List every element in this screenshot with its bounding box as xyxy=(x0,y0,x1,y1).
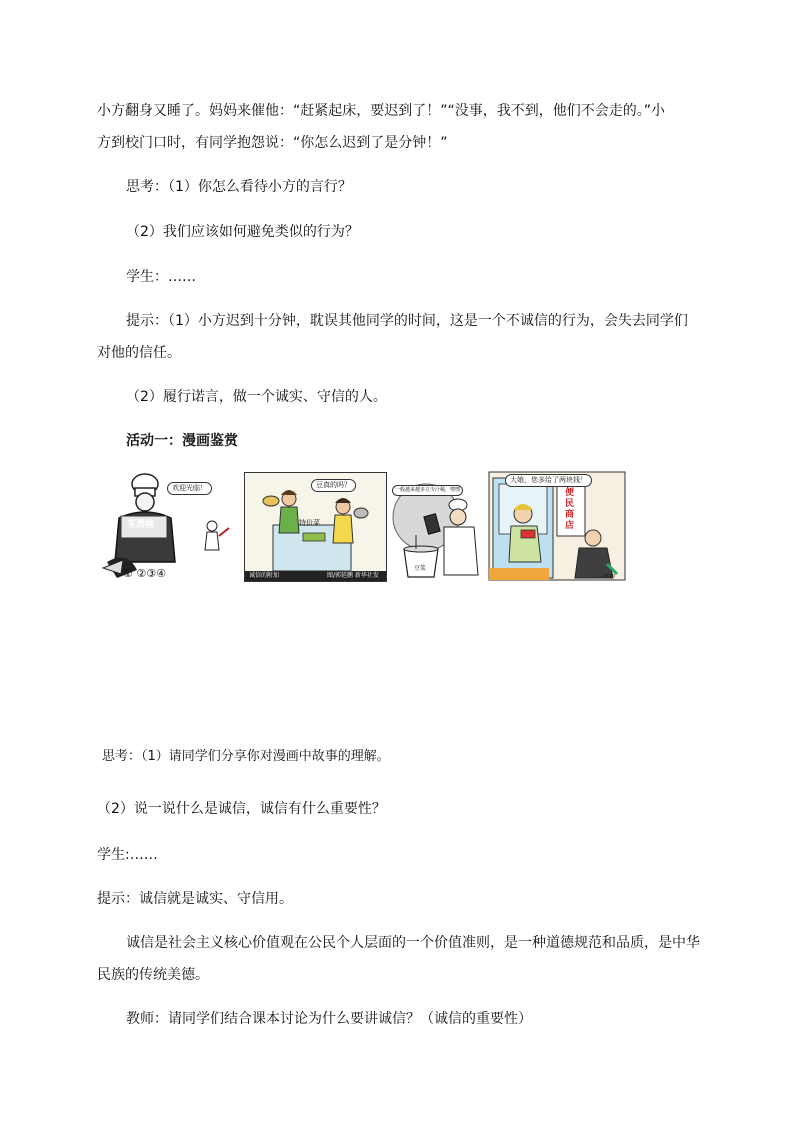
restaurant-sign: 某酒楼 xyxy=(127,520,155,530)
speech-bubble: 豆真的吗？ xyxy=(311,479,356,492)
student-response: 学生:…… xyxy=(97,847,158,863)
comic-caption-right: 图/郭延鹏 新华社发 xyxy=(327,572,379,579)
comic-credit: ...jy.cn xyxy=(599,573,615,579)
hint-line: 提示：（1）小方迟到十分钟，耽误其他同学的时间，这是一个不诚信的行为，会失去同学们 xyxy=(126,313,688,329)
store-sign: 便民商店 xyxy=(565,488,575,531)
body-paragraph-line: 诚信是社会主义核心价值观在公民个人层面的一个价值准则，是一种道德规范和品质，是中华 xyxy=(126,935,700,951)
question-heading: 思考：（1）请同学们分享你对漫画中故事的理解。 xyxy=(102,749,390,764)
speech-bubble: 一般越来越多豆少汁稀，嘿嘿 xyxy=(392,485,463,496)
price-tag: 特价菜 xyxy=(299,519,320,527)
student-response: 学生：…… xyxy=(126,269,196,285)
comic-panel-4 xyxy=(487,470,627,582)
speech-bubble: 欢迎光临！ xyxy=(167,482,212,495)
bucket-label: 豆浆 xyxy=(414,565,427,572)
teacher-prompt: 教师：请同学们结合课本讨论为什么要讲诚信？（诚信的重要性） xyxy=(126,1011,532,1027)
question-item: （2）说一说什么是诚信，诚信有什么重要性？ xyxy=(97,801,386,817)
comic-panel-2 xyxy=(244,472,387,582)
hint-line: 提示：诚信就是诚实、守信用。 xyxy=(97,891,293,907)
comic-panel-1 xyxy=(97,470,235,580)
question-item: （2）我们应该如何避免类似的行为？ xyxy=(126,224,359,240)
body-paragraph-line: 民族的传统美德。 xyxy=(97,967,209,983)
comic-caption-left: 诚信的附加 xyxy=(249,572,280,579)
comic-numbering: ① ②③④ xyxy=(123,567,166,580)
hint-item: （2）履行诺言，做一个诚实、守信的人。 xyxy=(126,389,387,405)
question-heading: 思考：（1）你怎么看待小方的言行？ xyxy=(126,179,352,195)
hint-line: 对他的信任。 xyxy=(97,345,181,361)
activity-heading: 活动一：漫画鉴赏 xyxy=(126,433,238,449)
chef-illustration xyxy=(97,470,235,580)
speech-bubble: 大娘，您多给了两块钱！ xyxy=(505,474,592,487)
paragraph-line: 方到校门口时，有同学抱怨说：“你怎么迟到了是分钟！” xyxy=(97,135,448,151)
comic-panel-3 xyxy=(392,475,482,579)
paragraph-line: 小方翻身又睡了。妈妈来催他：“赶紧起床，要迟到了！”“没事，我不到，他们不会走的。”小 xyxy=(97,103,666,119)
